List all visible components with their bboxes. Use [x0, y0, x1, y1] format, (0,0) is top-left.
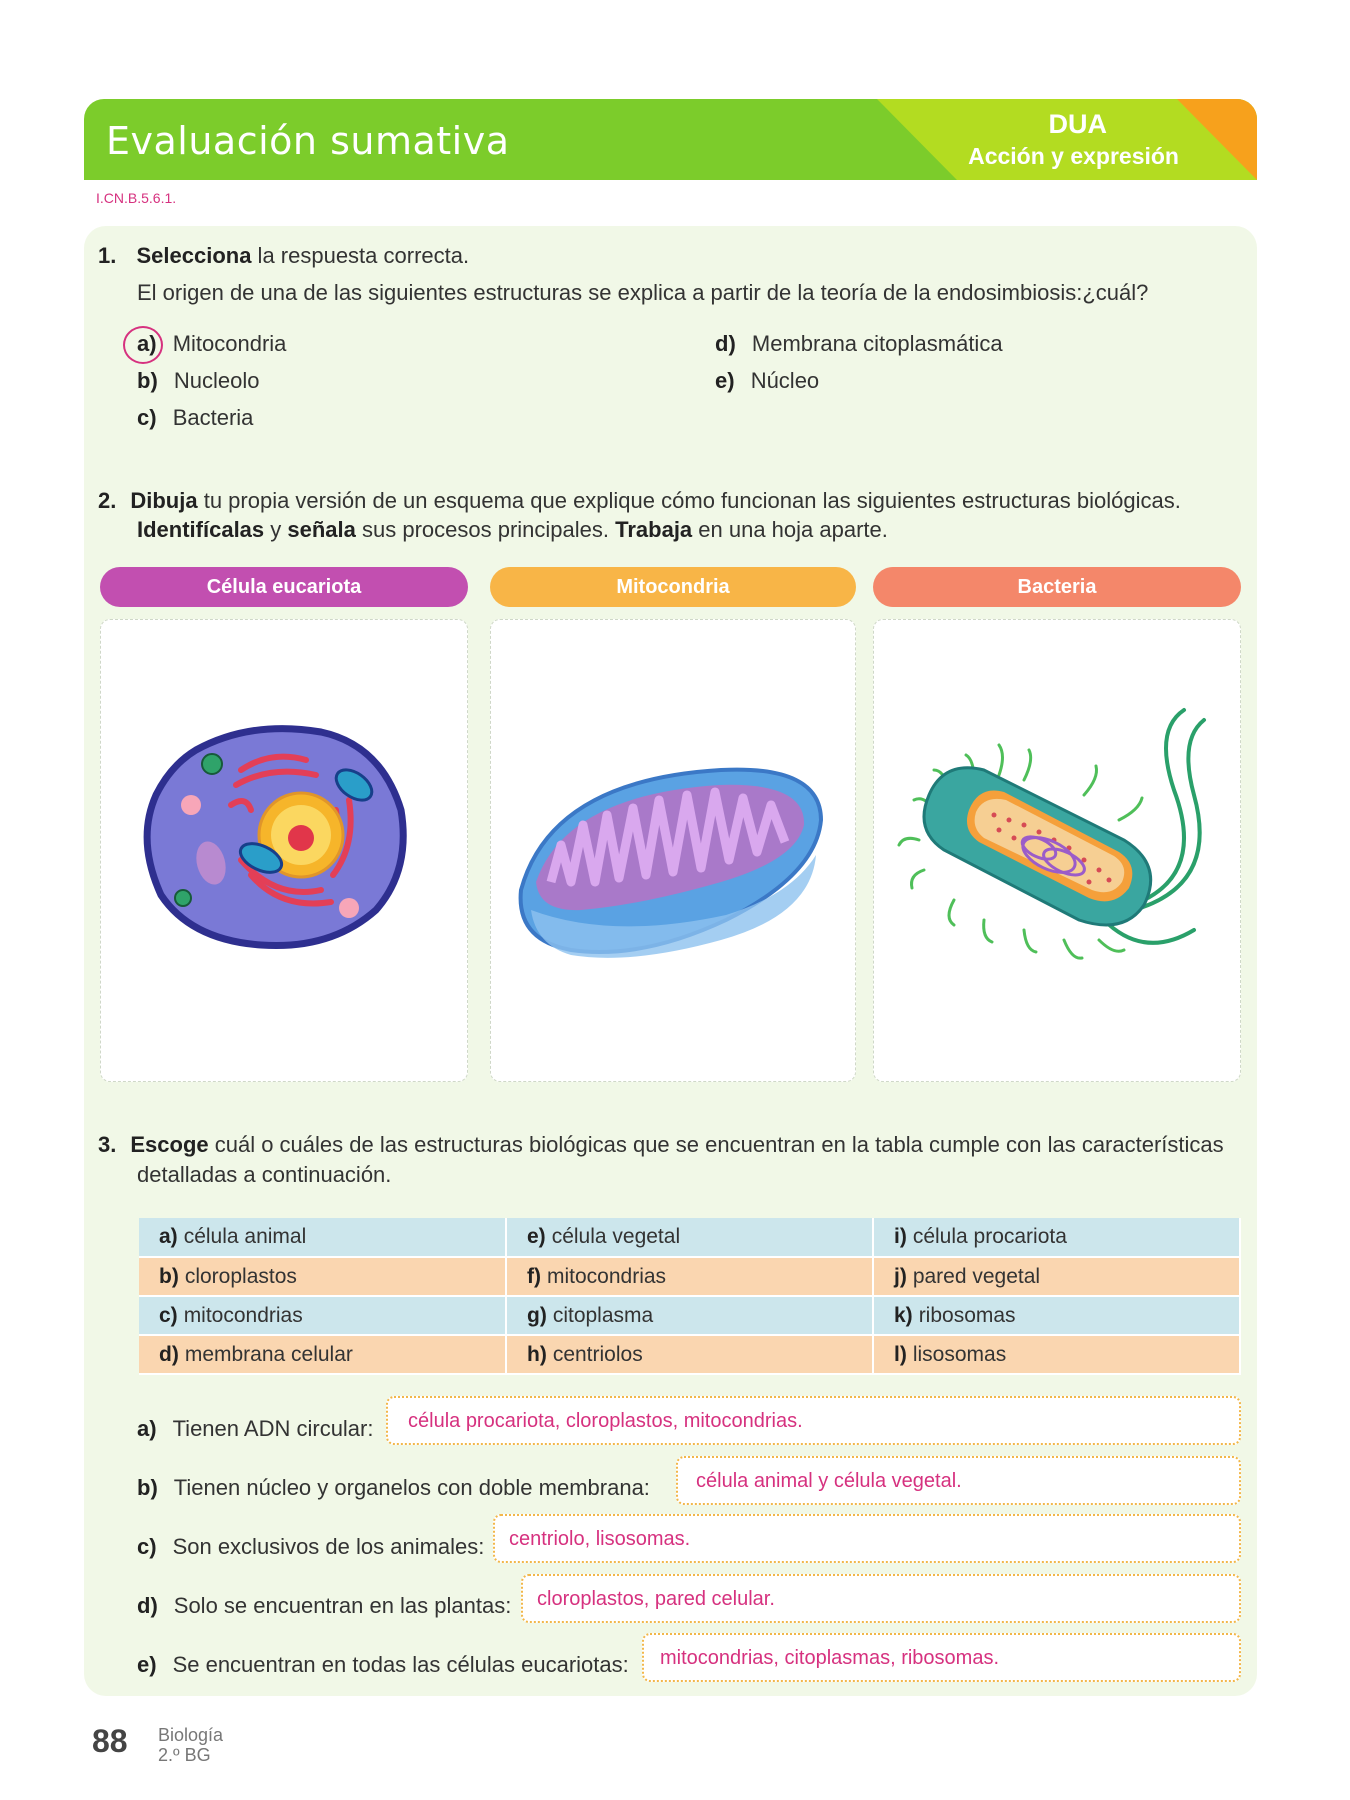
q1-option-b[interactable]: b) Nucleolo [137, 368, 260, 393]
page-number: 88 [92, 1723, 128, 1759]
dua-subtitle: Acción y expresión [968, 143, 1179, 169]
q1-verb: Selecciona [136, 243, 252, 268]
answer-field-d[interactable] [521, 1574, 1241, 1623]
q3-item-d: d) Solo se encuentran en las plantas: [137, 1593, 512, 1618]
q3-item-b: b) Tienen núcleo y organelos con doble membrana: [137, 1475, 650, 1500]
table-cell: j) pared vegetal [873, 1257, 1240, 1296]
table-cell: h) centriolos [506, 1335, 873, 1374]
page-title: Evaluación sumativa [106, 119, 510, 163]
q1-number: 1. [98, 243, 117, 268]
q2-instruction-line1: 2. Dibuja tu propia versión de un esquema que explique cómo funcionan las siguientes estructuras biológicas. [98, 488, 1181, 513]
q1-instruction [98, 241, 469, 271]
table-cell: a) célula animal [139, 1218, 506, 1257]
footer-subject-name: Biología [158, 1725, 224, 1745]
eukaryotic-cell-illustration [101, 620, 467, 1081]
q3-item-a: a) Tienen ADN circular: [137, 1416, 374, 1441]
answer-text-a: célula procariota, cloroplastos, mitocondrias. [408, 1410, 803, 1432]
q3-item-e: e) Se encuentran en todas las células eucariotas: [137, 1652, 629, 1677]
bacteria-image [873, 619, 1241, 1082]
table-cell: b) cloroplastos [139, 1257, 506, 1296]
table-cell: k) ribosomas [873, 1296, 1240, 1335]
answer-text-c: centriolo, lisosomas. [509, 1528, 691, 1550]
answer-text-d: cloroplastos, pared celular. [537, 1588, 775, 1610]
q3-item-c: c) Son exclusivos de los animales: [137, 1534, 485, 1559]
q2-instruction-line2: Identifícalas y señala sus procesos principales. Trabaja en una hoja aparte. [137, 517, 888, 542]
section-header [84, 99, 1257, 180]
indicator-code: I.CN.B.5.6.1. [96, 190, 177, 206]
mitochondria-image [490, 619, 856, 1082]
table-row [139, 1335, 1240, 1374]
table-row [139, 1257, 1240, 1296]
q1-option-d[interactable]: d) Membrana citoplasmática [715, 331, 1003, 356]
table-cell: g) citoplasma [506, 1296, 873, 1335]
answer-field-c[interactable] [493, 1514, 1241, 1563]
bacteria-illustration [874, 620, 1240, 1081]
structures-table [139, 1218, 1241, 1375]
table-cell: f) mitocondrias [506, 1257, 873, 1296]
q3-instruction-line2: detalladas a continuación. [137, 1162, 392, 1187]
answer-field-e[interactable] [642, 1633, 1241, 1682]
answer-field-a[interactable] [386, 1396, 1241, 1445]
eukaryotic-cell-image [100, 619, 468, 1082]
dua-title: DUA [1048, 109, 1107, 139]
q3-instruction-line1: 3. Escoge cuál o cuáles de las estructuras biológicas que se encuentran en la tabla cumple con las características [98, 1132, 1224, 1157]
mitochondria-illustration [491, 620, 855, 1081]
table-cell: i) célula procariota [873, 1218, 1240, 1257]
table-row [139, 1296, 1240, 1335]
q1-instruction-rest: la respuesta correcta. [251, 243, 470, 268]
label-mitocondria: Mitocondria [490, 567, 856, 607]
table-cell: e) célula vegetal [506, 1218, 873, 1257]
q1-option-e[interactable]: e) Núcleo [715, 368, 820, 393]
table-cell: d) membrana celular [139, 1335, 506, 1374]
footer-grade: 2.º BG [158, 1745, 211, 1765]
table-row [139, 1218, 1240, 1257]
q1-option-c[interactable]: c) Bacteria [137, 405, 254, 430]
q1-question: El origen de una de las siguientes estructuras se explica a partir de la teoría de la endosimbiosis:¿cuál? [137, 280, 1149, 305]
answer-text-b: célula animal y célula vegetal. [696, 1470, 962, 1492]
label-celula-eucariota: Célula eucariota [100, 567, 468, 607]
label-bacteria: Bacteria [873, 567, 1241, 607]
q1-option-a[interactable]: a) Mitocondria [137, 331, 287, 356]
answer-text-e: mitocondrias, citoplasmas, ribosomas. [660, 1647, 1000, 1669]
table-cell: c) mitocondrias [139, 1296, 506, 1335]
table-cell: l) lisosomas [873, 1335, 1240, 1374]
answer-field-b[interactable] [676, 1456, 1241, 1505]
footer-subject [158, 1725, 223, 1765]
